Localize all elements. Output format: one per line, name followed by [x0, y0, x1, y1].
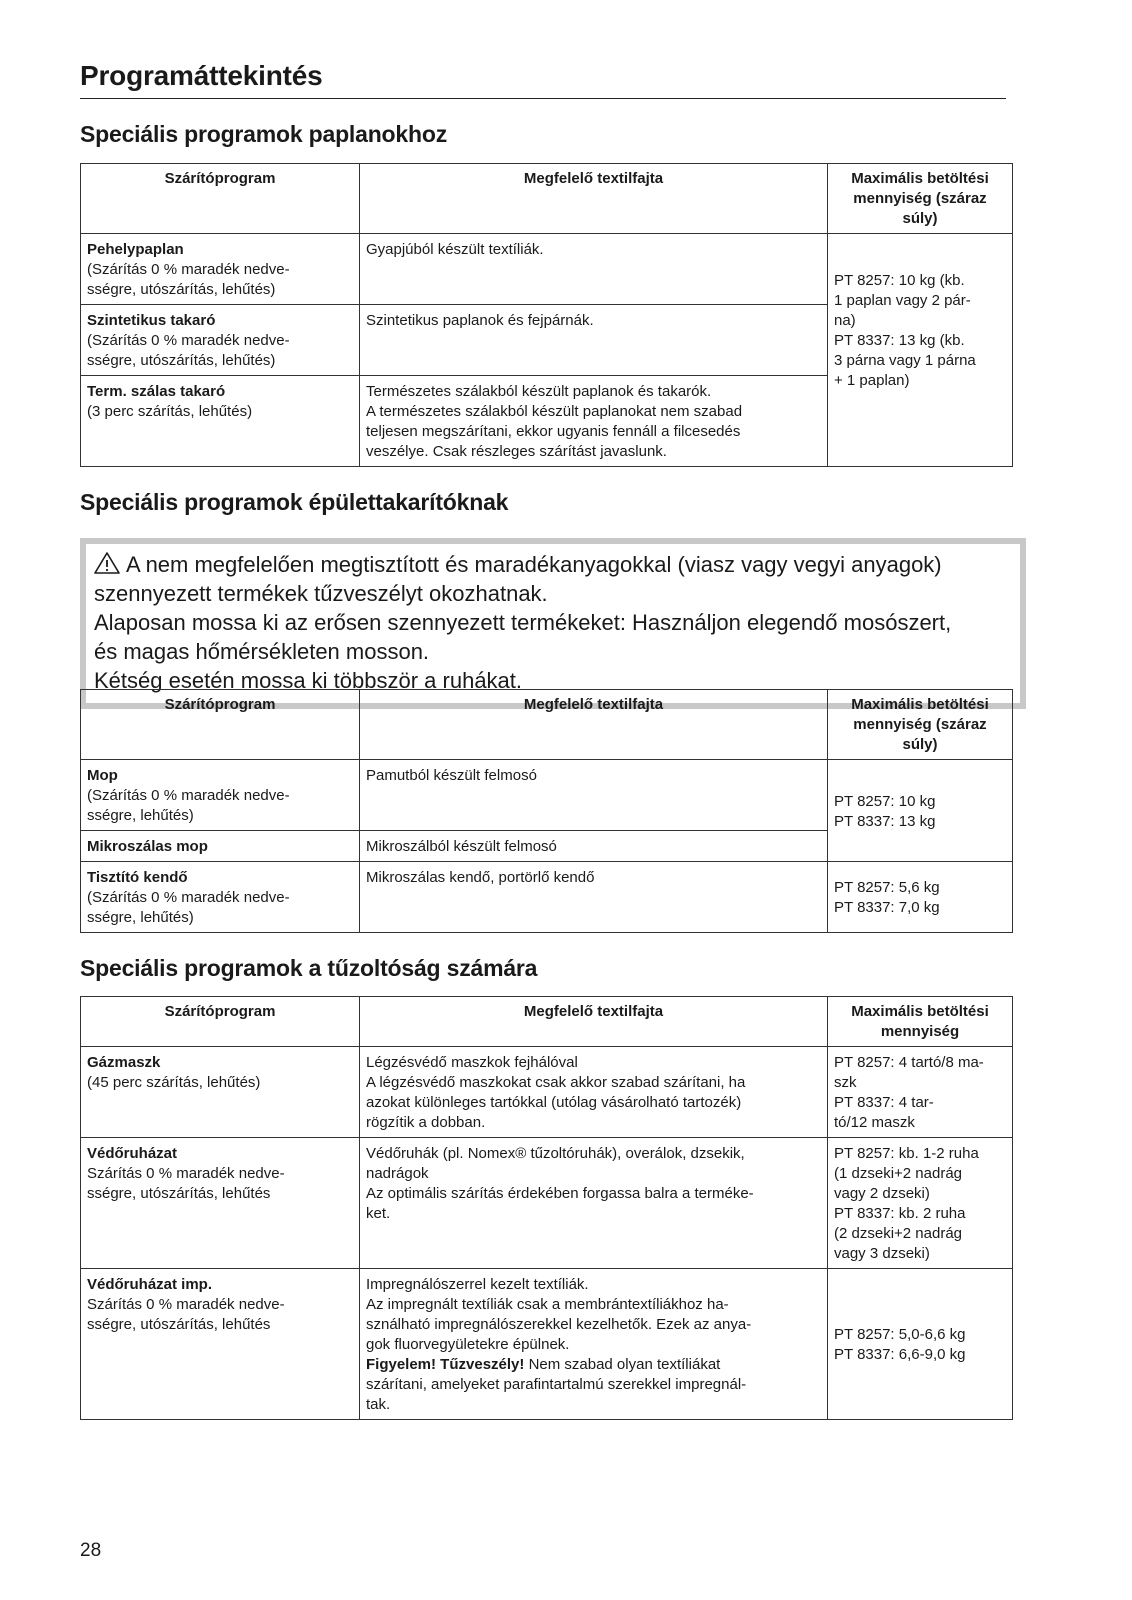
- textile-line: veszélye. Csak részleges szárítást javaslunk.: [366, 443, 667, 460]
- textile-line: szárítani, amelyeket parafintartalmú szerekkel impregnál-: [366, 1376, 747, 1393]
- table-header-row: [81, 997, 1013, 1047]
- textile-line: Légzésvédő maszkok fejhálóval: [366, 1054, 578, 1071]
- program-cell: [81, 376, 360, 467]
- warning-line: és magas hőmérsékleten mosson.: [94, 639, 430, 664]
- cleaning-programs-table: [80, 689, 1013, 933]
- max-load-cell: [828, 1047, 1013, 1138]
- textile-line: Mikroszálas kendő, portörlő kendő: [366, 869, 595, 886]
- program-name: Pehelypaplan: [87, 241, 184, 258]
- header-max-load: Maximális betöltési mennyiség: [828, 997, 1013, 1047]
- textile-line: ket.: [366, 1205, 391, 1222]
- load-line: (2 dzseki+2 nadrág: [834, 1225, 962, 1242]
- load-line: (1 dzseki+2 nadrág: [834, 1165, 962, 1182]
- header-textile: Megfelelő textilfajta: [360, 164, 828, 234]
- warning-line: szennyezett termékek tűzveszélyt okozhatnak.: [94, 581, 548, 606]
- header-program: Szárítóprogram: [81, 997, 360, 1047]
- textile-cell: [360, 831, 828, 862]
- firefighter-programs-table: [80, 996, 1013, 1420]
- header-textile: Megfelelő textilfajta: [360, 997, 828, 1047]
- max-load-cell: [828, 760, 1013, 862]
- load-line: 3 párna vagy 1 párna: [834, 352, 976, 369]
- program-desc-line: sségre, lehűtés): [87, 909, 194, 926]
- table-row: [81, 1047, 1013, 1138]
- textile-line: Mikroszálból készült felmosó: [366, 838, 557, 855]
- load-line: PT 8257: 4 tartó/8 ma-: [834, 1054, 984, 1071]
- textile-warning-text: Nem szabad olyan textíliákat: [528, 1356, 721, 1373]
- textile-line: teljesen megszárítani, ekkor ugyanis fennáll a filcesedés: [366, 423, 741, 440]
- program-name: Term. szálas takaró: [87, 383, 226, 400]
- table-row: [81, 1138, 1013, 1269]
- load-line: PT 8337: 4 tar-: [834, 1094, 934, 1111]
- table-row: [81, 862, 1013, 933]
- duvet-programs-table: [80, 163, 1013, 467]
- load-line: PT 8337: 13 kg (kb.: [834, 332, 965, 349]
- program-cell: [81, 234, 360, 305]
- program-name: Szintetikus takaró: [87, 312, 216, 329]
- textile-cell: [360, 376, 828, 467]
- program-desc-line: Szárítás 0 % maradék nedve-: [87, 1296, 285, 1313]
- program-name: Tisztító kendő: [87, 869, 188, 886]
- load-line: PT 8257: 5,6 kg: [834, 879, 940, 896]
- textile-line: Pamutból készült felmosó: [366, 767, 537, 784]
- program-desc-line: (Szárítás 0 % maradék nedve-: [87, 889, 290, 906]
- warning-line: Kétség esetén mossa ki többször a ruhákat.: [94, 668, 523, 693]
- textile-line: nadrágok: [366, 1165, 429, 1182]
- textile-cell: [360, 1138, 828, 1269]
- textile-cell: [360, 1269, 828, 1420]
- load-line: PT 8257: 10 kg: [834, 792, 936, 810]
- header-textile: Megfelelő textilfajta: [360, 690, 828, 760]
- load-line: PT 8337: 6,6-9,0 kg: [834, 1346, 966, 1363]
- textile-line: Védőruhák (pl. Nomex® tűzoltóruhák), overálok, dzsekik,: [366, 1145, 745, 1162]
- max-load-cell: [828, 234, 1013, 467]
- program-cell: [81, 1138, 360, 1269]
- textile-line: Gyapjúból készült textíliák.: [366, 241, 544, 258]
- load-line: szk: [834, 1074, 857, 1091]
- fire-warning-label: Figyelem! Tűzveszély!: [366, 1356, 525, 1373]
- max-load-cell: [828, 1269, 1013, 1420]
- program-cell: [81, 831, 360, 862]
- load-line: tó/12 maszk: [834, 1114, 915, 1131]
- program-cell: [81, 760, 360, 831]
- textile-cell: [360, 760, 828, 831]
- max-load-cell: [828, 862, 1013, 933]
- section-title-cleaning: Speciális programok épülettakarítóknak: [80, 489, 509, 515]
- load-line: vagy 3 dzseki): [834, 1245, 930, 1262]
- table-header-row: [81, 164, 1013, 234]
- program-cell: [81, 862, 360, 933]
- warning-line: Alaposan mossa ki az erősen szennyezett termékeket: Használjon elegendő mosószert,: [94, 610, 952, 635]
- load-line: PT 8257: 10 kg (kb.: [834, 272, 965, 289]
- section-title-duvets: Speciális programok paplanokhoz: [80, 121, 447, 147]
- textile-line: sználható impregnálószerekkel kezelhetők. Ezek az anya-: [366, 1316, 752, 1333]
- program-desc-line: sségre, utószárítás, lehűtés: [87, 1185, 271, 1202]
- program-desc-line: sségre, utószárítás, lehűtés): [87, 281, 276, 298]
- textile-cell: [360, 1047, 828, 1138]
- program-desc-line: (Szárítás 0 % maradék nedve-: [87, 787, 290, 804]
- program-desc-line: sségre, utószárítás, lehűtés: [87, 1316, 271, 1333]
- load-line: PT 8337: kb. 2 ruha: [834, 1205, 966, 1222]
- load-line: PT 8257: 5,0-6,6 kg: [834, 1326, 966, 1343]
- load-line: + 1 paplan): [834, 372, 910, 389]
- textile-line: Az impregnált textíliák csak a membrántextíliákhoz ha-: [366, 1296, 729, 1313]
- load-line: na): [834, 312, 856, 329]
- program-desc-line: Szárítás 0 % maradék nedve-: [87, 1165, 285, 1182]
- load-line: PT 8257: kb. 1-2 ruha: [834, 1145, 979, 1162]
- program-name: Gázmaszk: [87, 1054, 161, 1071]
- table-row: [81, 760, 1013, 831]
- textile-line: Természetes szálakból készült paplanok és takarók.: [366, 383, 712, 400]
- program-desc-line: (3 perc szárítás, lehűtés): [87, 403, 253, 420]
- program-name: Mikroszálas mop: [87, 838, 208, 855]
- textile-line: [366, 1355, 821, 1375]
- section-title-firefighters: Speciális programok a tűzoltóság számára: [80, 955, 538, 981]
- table-row: [81, 234, 1013, 305]
- warning-triangle-icon: [94, 552, 120, 574]
- program-name: Védőruházat imp.: [87, 1276, 213, 1293]
- load-line: 1 paplan vagy 2 pár-: [834, 292, 971, 309]
- textile-line: gok fluorvegyületekre épülnek.: [366, 1336, 570, 1353]
- program-name: Mop: [87, 767, 118, 784]
- header-max-load: Maximális betöltési mennyiség (száraz súly): [828, 164, 1013, 234]
- table-header-row: [81, 690, 1013, 760]
- program-cell: [81, 305, 360, 376]
- load-line: PT 8337: 7,0 kg: [834, 899, 940, 916]
- textile-line: Az optimális szárítás érdekében forgassa balra a terméke-: [366, 1185, 754, 1202]
- warning-line: [94, 550, 1012, 579]
- program-desc-line: sségre, utószárítás, lehűtés): [87, 352, 276, 369]
- page-title: Programáttekintés: [80, 60, 1006, 99]
- program-cell: [81, 1269, 360, 1420]
- program-desc-line: (Szárítás 0 % maradék nedve-: [87, 332, 290, 349]
- program-cell: [81, 1047, 360, 1138]
- textile-line: tak.: [366, 1396, 391, 1413]
- program-name: Védőruházat: [87, 1145, 178, 1162]
- page-number: 28: [80, 1540, 102, 1561]
- program-desc-line: (45 perc szárítás, lehűtés): [87, 1074, 261, 1091]
- load-line: vagy 2 dzseki): [834, 1185, 930, 1202]
- max-load-cell: [828, 1138, 1013, 1269]
- textile-line: Szintetikus paplanok és fejpárnák.: [366, 312, 594, 329]
- program-desc-line: sségre, lehűtés): [87, 807, 194, 824]
- textile-line: azokat különleges tartókkal (utólag vásárolható tartozék): [366, 1094, 742, 1111]
- textile-line: A természetes szálakból készült paplanokat nem szabad: [366, 403, 743, 420]
- textile-cell: [360, 305, 828, 376]
- textile-line: A légzésvédő maszkokat csak akkor szabad szárítani, ha: [366, 1074, 746, 1091]
- program-desc-line: (Szárítás 0 % maradék nedve-: [87, 261, 290, 278]
- textile-cell: [360, 862, 828, 933]
- table-row: [81, 1269, 1013, 1420]
- header-max-load: Maximális betöltési mennyiség (száraz súly): [828, 690, 1013, 760]
- textile-line: Impregnálószerrel kezelt textíliák.: [366, 1276, 589, 1293]
- header-program: Szárítóprogram: [81, 690, 360, 760]
- load-line: PT 8337: 13 kg: [834, 812, 936, 830]
- fire-warning-box: [80, 538, 1026, 709]
- header-program: Szárítóprogram: [81, 164, 360, 234]
- textile-cell: [360, 234, 828, 305]
- warning-text: A nem megfelelően megtisztított és maradékanyagokkal (viasz vagy vegyi anyagok): [126, 552, 942, 577]
- textile-line: rögzítik a dobban.: [366, 1114, 486, 1131]
